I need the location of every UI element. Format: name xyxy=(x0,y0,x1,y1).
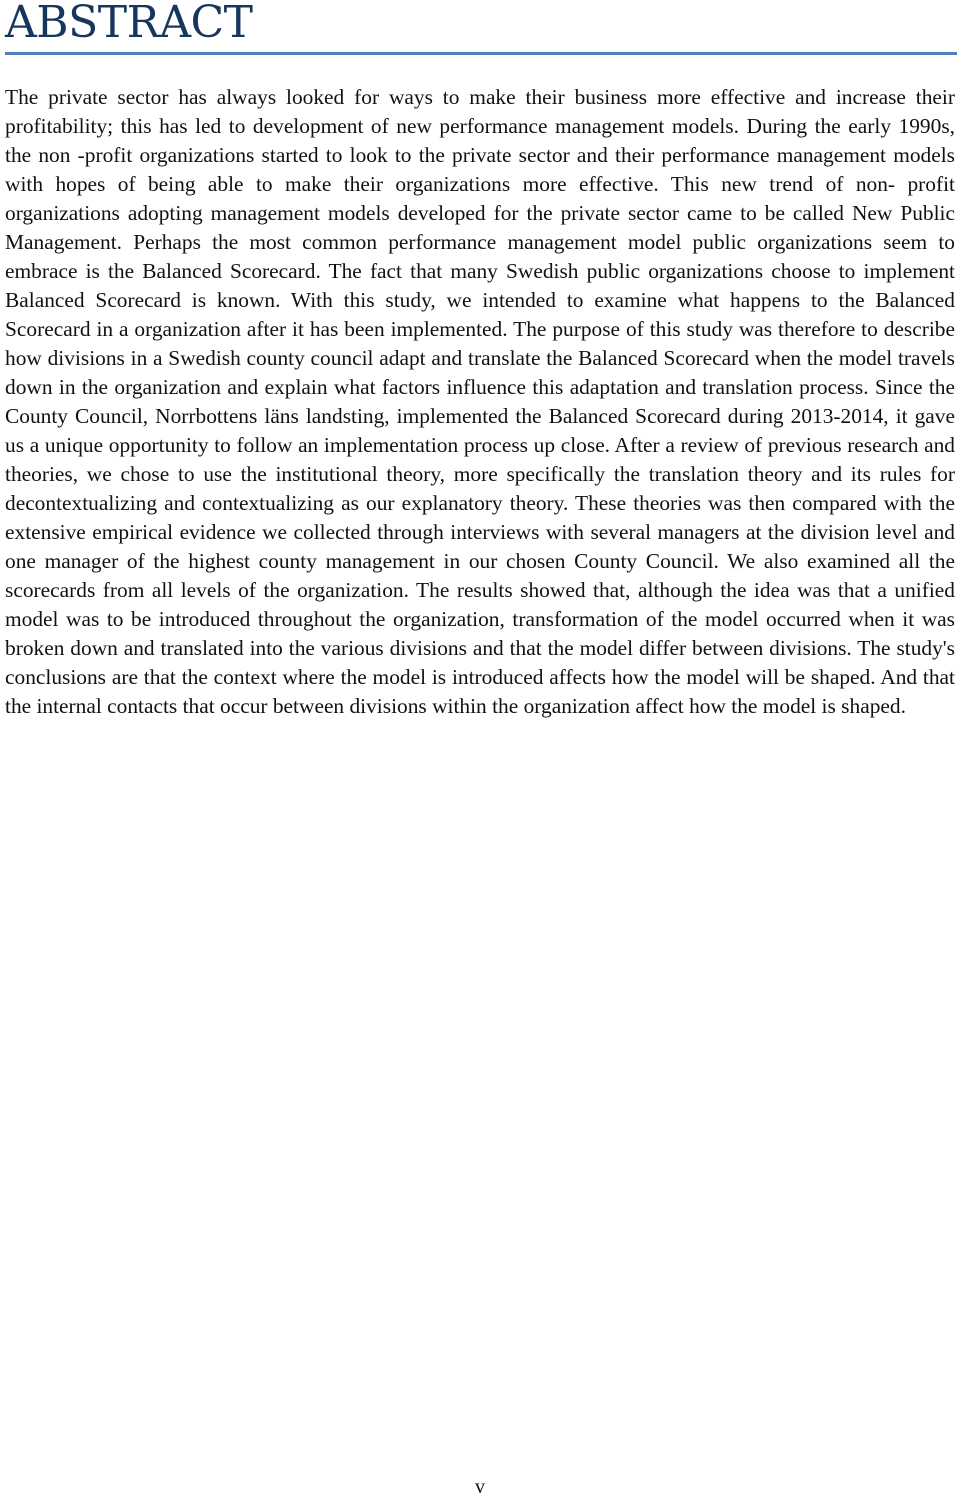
section-heading: ABSTRACT xyxy=(5,0,253,48)
abstract-paragraph: The private sector has always looked for ways to make their business more effective and increase their profitability; this has led to development of new performance management models. During the early 1990s, the non -profit organizations started to look to the private sector and their performance management models with hopes of being able to make their organizations more effective. This new trend of non- profit organizations adopting management models developed for the private sector came to be called New Public Management. Perhaps the most common performance management model public organizations seem to embrace is the Balanced Scorecard. The fact that many Swedish public organizations choose to implement Balanced Scorecard is known. With this study, we intended to examine what happens to the Balanced Scorecard in a organization after it has been implemented. The purpose of this study was therefore to describe how divisions in a Swedish county council adapt and translate the Balanced Scorecard when the model travels down in the organization and explain what factors influence this adaptation and translation process. Since the County Council, Norrbottens läns landsting, implemented the Balanced Scorecard during 2013-2014, it gave us a unique opportunity to follow an implementation process up close. After a review of previous research and theories, we chose to use the institutional theory, more specifically the translation theory and its rules for decontextualizing and contextualizing as our explanatory theory. These theories was then compared with the extensive empirical evidence we collected through interviews with several managers at the division level and one manager of the highest county management in our chosen County Council. We also examined all the scorecards from all levels of the organization. The results showed that, although the idea was that a unified model was to be introduced throughout the organization, transformation of the model occurred when it was broken down and translated into the various divisions and that the model differ between divisions. The study's conclusions are that the context where the model is introduced affects how the model will be shaped. And that the internal contacts that occur between divisions within the organization affect how the model is shaped. xyxy=(5,85,955,718)
heading-rule xyxy=(5,52,957,55)
page-number: v xyxy=(475,1476,485,1498)
